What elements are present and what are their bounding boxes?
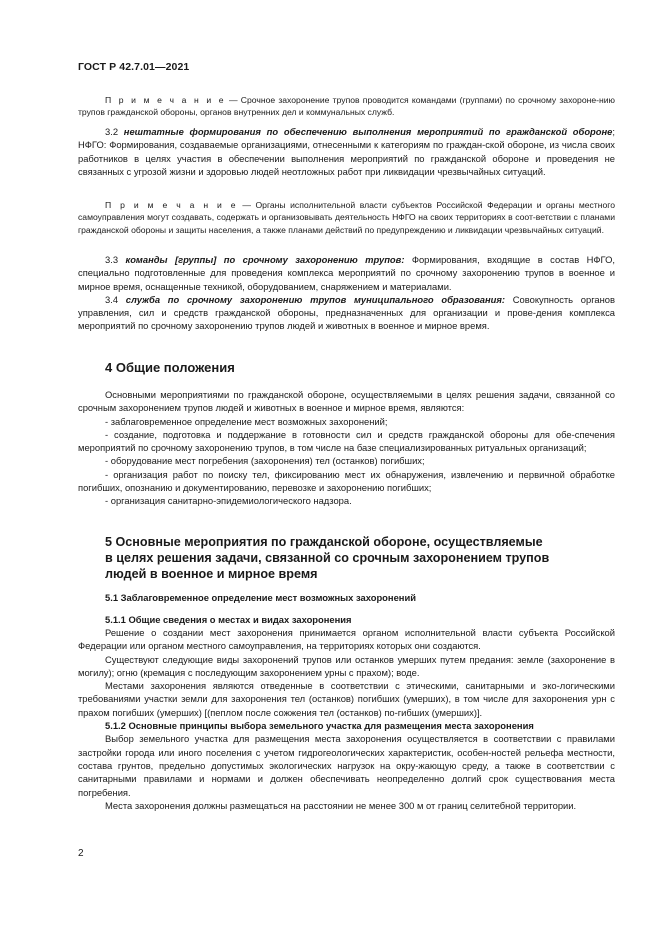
section-4-intro: Основными мероприятиями по гражданской обороне, осуществляемыми в целях решения задачи, связанной со срочным захоронением трупов людей и животных в военное и мирное время, являются:: [78, 389, 615, 414]
list-item: - заблаговременное определение мест возможных захоронений;: [105, 415, 388, 427]
section-5-title-line: людей в военное и мирное время: [105, 566, 318, 581]
note-text: — Органы исполнительной власти субъектов Российской Федерации и органы местного самоуправления могут создавать, содержать и организовывать деятельность НФГО на своих территориях в соот-ветствии с планами гражданской обороны и защиты населения, а также планами действий по предупреждению и ликвидации чрезвычайных ситуаций.: [78, 200, 615, 235]
subsection-5-1-2: 5.1.2 Основные принципы выбора земельного участка для размещения места захоронения: [105, 720, 534, 732]
paragraph: Места захоронения должны размещаться на расстоянии не менее 300 м от границ селитебной территории.: [105, 799, 577, 811]
subsection-5-1-1: 5.1.1 Общие сведения о местах и видах захоронения: [105, 613, 352, 625]
definition-number: 3.3: [105, 254, 126, 265]
definition-text: Формирования, создаваемые организациями, отнесенными к категориям по граждан-ской обороне, из числа своих работников в целях участия в обеспечении выполнения мероприятий по гражданской обороне и проведения не связанных с угрозой жизни и здоровью людей неотложных работ при ликвидации чрезвычайных ситуаций.: [78, 139, 615, 177]
section-4: [78, 360, 615, 508]
note-2: [78, 199, 615, 236]
definition-term: нештатные формирования по обеспечению выполнения мероприятий по гражданской обороне: [123, 126, 613, 137]
note-text: — Срочное захоронение трупов проводится командами (группами) по срочному захороне-нию трупов гражданской обороны, органов внутренних дел и коммунальных служб.: [78, 95, 615, 118]
definition-number: 3.4: [105, 293, 126, 305]
note-label: П р и м е ч а н и е: [105, 200, 238, 210]
section-5: [78, 535, 615, 812]
list-item: - создание, подготовка и поддержание в готовности сил и средств гражданской обороны для обе-спечения мероприятий по срочному захоронению трупов, в том числе на базе специализированных ритуальных организаций;: [78, 428, 615, 454]
section-4-title: 4 Общие положения: [105, 360, 235, 375]
paragraph: Местами захоронения являются отведенные в соответствии с этическими, санитарными и эко-логическими требованиями участки земли для захоронения тел (останков) погибших (умерших), в том числе для захоронения урн с прахом погибших (умерших) [(пеплом после сожжения тел (останков) по-гибших (умерших)].: [78, 680, 615, 718]
note-label: П р и м е ч а н и е: [105, 95, 226, 105]
paragraph: Выбор земельного участка для размещения места захоронения осуществляется в соответствии с правилами застройки города или иного поселения с учетом гидрогеологических характеристик, особен-ностей рельефа местности, состава грунтов, предельно допустимых экологических нагрузок на окру-жающую среду, а также в соответствии с санитарными правилами и нормами и должен обеспечивать неопределенно долгий срок существования места погребения.: [78, 733, 615, 798]
definition-3-2: [78, 125, 615, 178]
list-item: - организация санитарно-эпидемиологического надзора.: [105, 495, 352, 507]
section-5-title-line: в целях решения задачи, связанной со срочным захоронением трупов: [105, 550, 550, 565]
definition-text: Формирования, входящие в состав НФГО, специально подготовленные для проведения комплекса мероприятий по срочному захоронению трупов в военное и мирное время, оснащенные техникой, оборудованием, снаряжением и материалами.: [78, 254, 615, 292]
document-header: ГОСТ Р 42.7.01—2021: [78, 61, 190, 73]
page-number: 2: [78, 848, 84, 859]
definition-text: Совокупность органов управления, сил и средств гражданской обороны, предназначенных для организации и прове-дения комплекса мероприятий по срочному захоронению трупов людей и животных в военное и мирное время.: [78, 293, 616, 332]
paragraph: Существуют следующие виды захоронений трупов или останков умерших путем предания: земле (захоронение в могилу); огню (кремация с последующим захоронением урны с прахом); воде.: [78, 653, 615, 678]
section-5-title-line: 5 Основные мероприятия по гражданской обороне, осуществляемые: [105, 535, 543, 549]
list-item: - оборудование мест погребения (захоронения) тел (останков) погибших;: [105, 455, 425, 467]
definition-3-3: [78, 253, 615, 333]
definition-abbr: ; НФГО:: [78, 126, 615, 151]
definition-number: 3.2: [105, 126, 124, 137]
definition-term: служба по срочному захоронению трупов муниципального образования:: [125, 293, 506, 305]
note-1: [78, 94, 615, 119]
list-item: - организация работ по поиску тел, фиксированию мест их обнаружения, извлечению и первичной обработке погибших, опознанию и документированию, перевозке и захоронению погибших;: [78, 468, 615, 494]
definition-term: команды [группы] по срочному захоронению трупов:: [125, 254, 405, 265]
subsection-5-1: 5.1 Заблаговременное определение мест возможных захоронений: [105, 592, 416, 604]
paragraph: Решение о создании мест захоронения принимается органом исполнительной власти субъекта Российской Федерации или органом местного самоуправления, на территориях которых они создаются.: [78, 626, 615, 652]
